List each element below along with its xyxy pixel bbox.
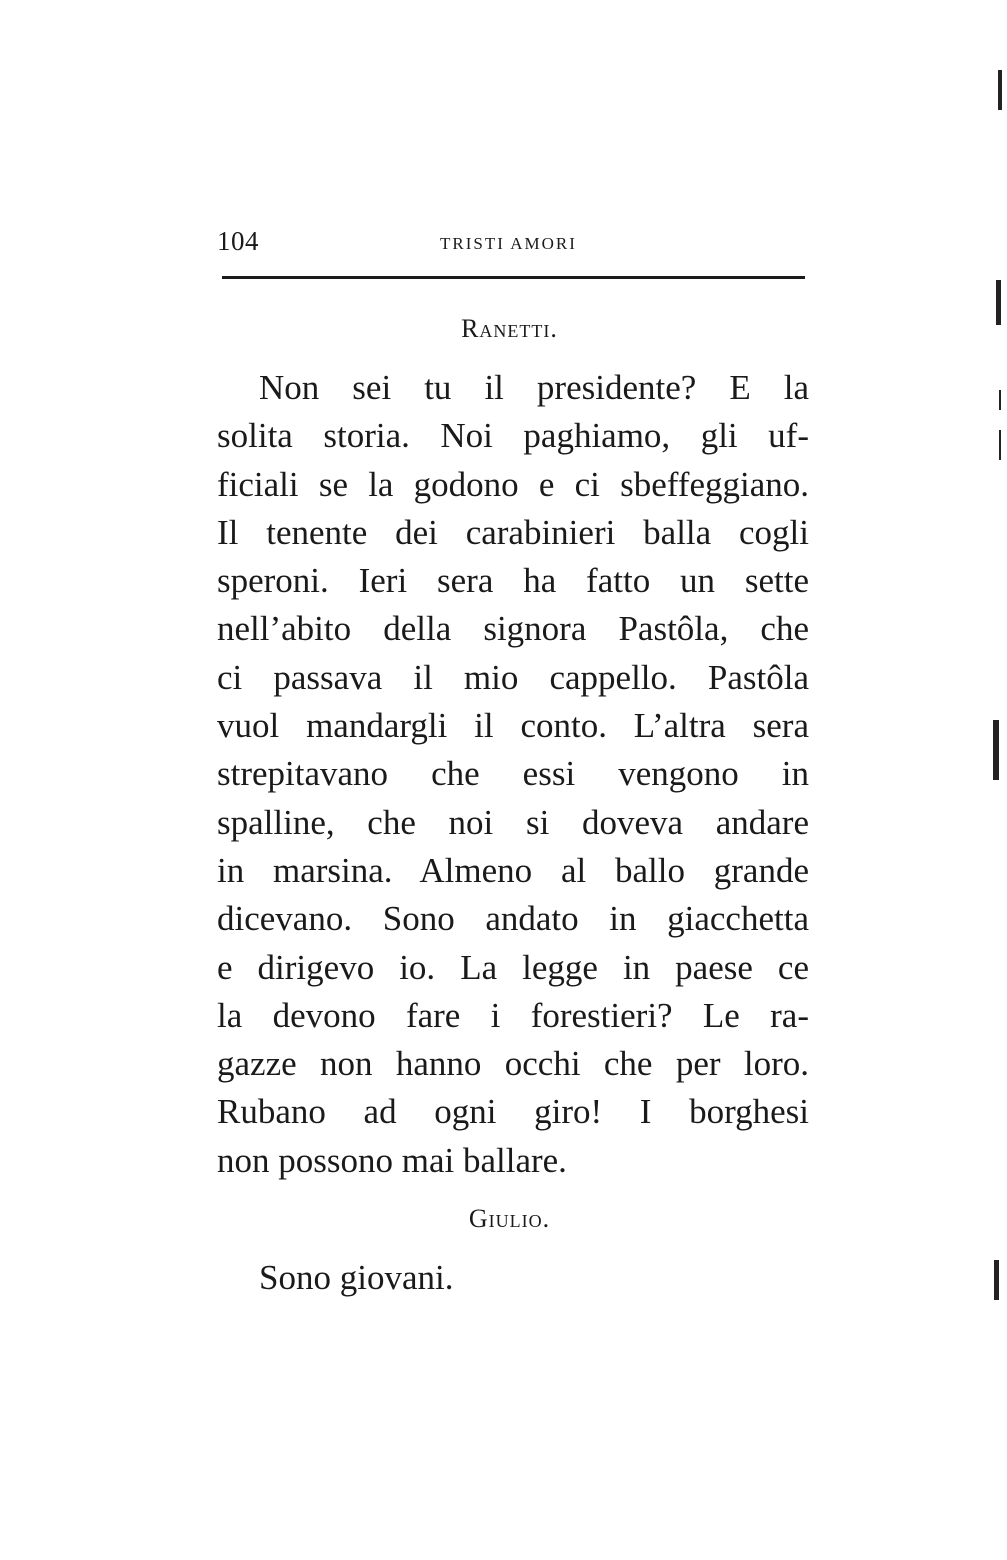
scan-edge-mark [999,430,1001,460]
text-line: Sono giovani. [259,1258,454,1297]
scan-edge-mark [994,1260,999,1300]
scan-edge-mark [999,390,1001,410]
speech-text [217,1254,809,1302]
page-number: 104 [217,226,259,256]
page-header [217,226,805,266]
scan-edge-mark [998,70,1002,110]
speech-text [217,364,809,1185]
speaker-name: Giulio. [468,1204,551,1233]
text-line: vuol mandargli il conto. L’altra sera [217,706,809,746]
text-line: gazze non hanno occhi che per loro. [217,1044,809,1084]
text-line: Non sei tu il presidente? E la [259,368,809,407]
text-line: dicevano. Sono andato in giacchetta [217,899,809,939]
header-rule [222,276,805,279]
text-line: ci passava il mio cappello. Pastôla [217,657,809,697]
text-line: nell’abito della signora Pastôla, che [217,609,809,649]
text-line: solita storia. Noi paghiamo, gli uf- [217,416,809,456]
text-line: strepitavano che essi vengono in [217,754,809,794]
text-line: in marsina. Almeno al ballo grande [217,850,809,890]
text-line: non possono mai ballare. [217,1140,567,1180]
text-line: Il tenente dei carabinieri balla cogli [217,512,809,552]
speaker-name: Ranetti. [461,314,558,343]
running-title: TRISTI AMORI [440,234,577,253]
text-line: speroni. Ieri sera ha fatto un sette [217,561,809,601]
text-line: spalline, che noi si doveva andare [217,802,809,842]
scan-edge-mark [996,280,1001,325]
text-line: ficiali se la godono e ci sbeffeggiano. [217,464,809,504]
scan-edge-mark [993,720,999,780]
text-line: la devono fare i forestieri? Le ra- [217,995,809,1035]
text-line: Rubano ad ogni giro! I borghesi [217,1092,809,1132]
text-line: e dirigevo io. La legge in paese ce [217,947,809,987]
